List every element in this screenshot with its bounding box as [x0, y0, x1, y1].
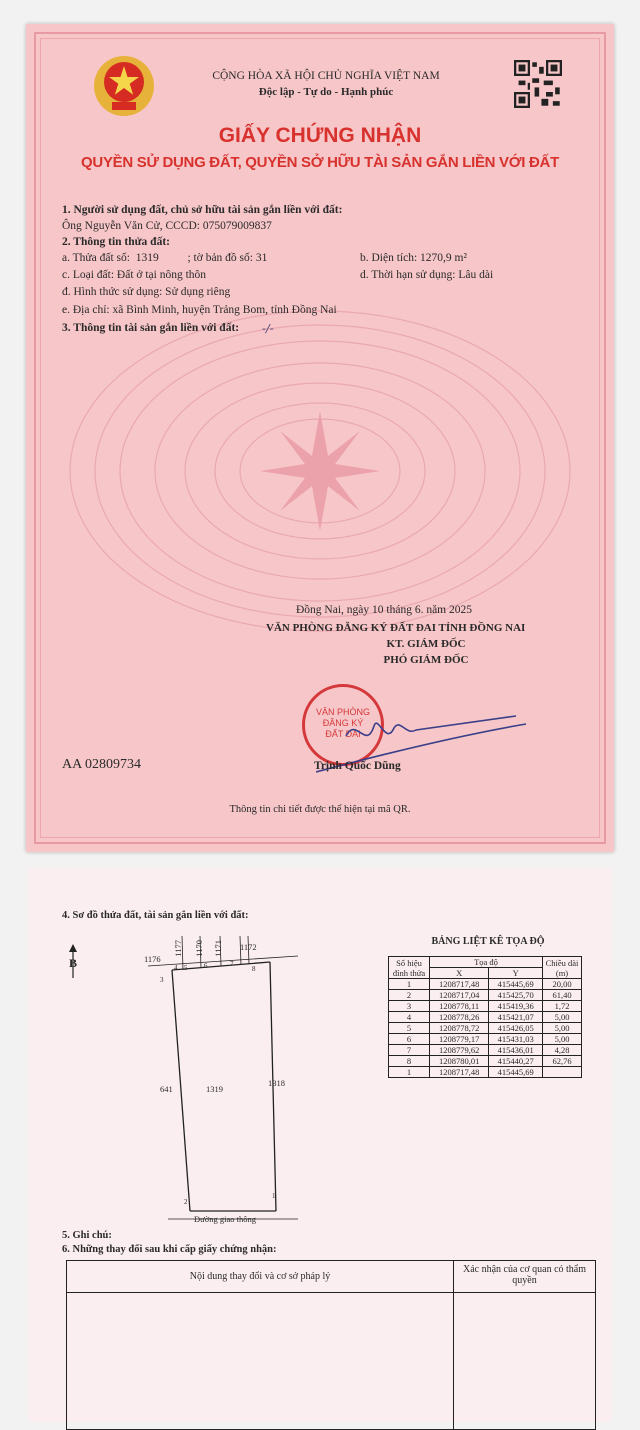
deputy-director: PHÓ GIÁM ĐỐC	[383, 654, 469, 666]
length-cell: 5,00	[543, 1034, 582, 1045]
length-cell: 1,72	[543, 1001, 582, 1012]
col-coord: Tọa độ	[430, 957, 543, 968]
republic-header: CỘNG HÒA XÃ HỘI CHỦ NGHĨA VIỆT NAM	[212, 70, 440, 82]
coord-cell-p: 4	[389, 1012, 430, 1023]
main-parcel-label: 1319	[206, 1084, 223, 1094]
coord-cell-y: 415445,69	[489, 979, 543, 990]
coord-cell-x: 1208780,01	[430, 1056, 489, 1067]
table-row	[389, 990, 582, 1001]
section-4-heading: 4. Sơ đồ thửa đất, tài sản gắn liền với đất:	[62, 910, 249, 921]
point-6: 6	[204, 962, 208, 970]
neighbor-1171: 1171	[213, 940, 223, 957]
qr-note: Thông tin chi tiết được thể hiện tại mã QR.	[229, 804, 411, 815]
col-length: Chiều dài (m)	[543, 957, 582, 979]
coord-cell-y: 415431,03	[489, 1034, 543, 1045]
certificate-title: GIẤY CHỨNG NHẬN	[218, 124, 422, 147]
change-content-cell	[67, 1293, 454, 1430]
coord-cell-x: 1208717,48	[430, 979, 489, 990]
point-7: 7	[230, 960, 234, 968]
section-3-heading: 3. Thông tin tài sản gắn liền với đất:	[62, 322, 240, 334]
table-row	[389, 1023, 582, 1034]
parcel-sketch	[148, 936, 318, 1236]
section-6-heading: 6. Những thay đổi sau khi cấp giấy chứng nhận:	[62, 1244, 277, 1255]
table-row	[389, 1034, 582, 1045]
coord-cell-p: 3	[389, 1001, 430, 1012]
length-cell: 61,40	[543, 990, 582, 1001]
length-cell: 62,76	[543, 1056, 582, 1067]
coord-cell-p: 5	[389, 1023, 430, 1034]
col-x: X	[430, 968, 489, 979]
coord-cell-y: 415426,05	[489, 1023, 543, 1034]
section-3-value: -/-	[262, 321, 274, 335]
coord-table-title: BẢNG LIỆT KÊ TỌA ĐỘ	[431, 936, 545, 947]
coord-cell-p: 1	[389, 1067, 430, 1078]
coord-cell-p: 6	[389, 1034, 430, 1045]
length-cell: 5,00	[543, 1023, 582, 1034]
owner-info: Ông Nguyễn Văn Cử, CCCD: 075079009837	[62, 220, 272, 232]
length-cell: 4,28	[543, 1045, 582, 1056]
coord-cell-p: 7	[389, 1045, 430, 1056]
section-5-heading: 5. Ghi chú:	[62, 1230, 112, 1241]
certificate-back-page	[28, 868, 612, 1422]
length-cell: 5,00	[543, 1012, 582, 1023]
coord-cell-y: 415421,07	[489, 1012, 543, 1023]
coord-cell-x: 1208717,04	[430, 990, 489, 1001]
kt-director: KT. GIÁM ĐỐC	[386, 638, 466, 650]
point-2: 2	[184, 1198, 188, 1206]
qr-code-icon	[514, 60, 562, 108]
point-1: 1	[272, 1192, 276, 1200]
table-row	[389, 1045, 582, 1056]
coord-cell-p: 8	[389, 1056, 430, 1067]
table-row	[389, 1001, 582, 1012]
col-change-content: Nội dung thay đổi và cơ sở pháp lý	[67, 1261, 454, 1293]
table-row	[389, 1056, 582, 1067]
neighbor-1318: 1318	[268, 1078, 285, 1088]
length-cell	[543, 1067, 582, 1078]
coord-cell-x: 1208779,17	[430, 1034, 489, 1045]
coord-cell-p: 2	[389, 990, 430, 1001]
point-5: 5	[184, 964, 188, 972]
serial-number: AA 02809734	[62, 757, 141, 772]
section-2-heading: 2. Thông tin thửa đất:	[62, 236, 170, 248]
parcel-number: a. Thửa đất số: 1319 ; tờ bản đồ số: 31	[62, 252, 268, 264]
neighbor-1170: 1170	[194, 940, 204, 957]
neighbor-1177: 1177	[173, 940, 183, 957]
land-type: c. Loại đất: Đất ở tại nông thôn	[62, 269, 207, 281]
motto: Độc lập - Tự do - Hạnh phúc	[258, 86, 394, 98]
col-point: Số hiệu đỉnh thửa	[389, 957, 430, 979]
point-8: 8	[252, 965, 256, 973]
coord-cell-x: 1208778,11	[430, 1001, 489, 1012]
stamp-text: VĂN PHÒNG ĐĂNG KÝ ĐẤT ĐAI	[315, 707, 370, 739]
parcel-area: b. Diện tích: 1270,9 m²	[360, 252, 467, 264]
issuing-office: VĂN PHÒNG ĐĂNG KÝ ĐẤT ĐAI TỈNH ĐỒNG NAI	[266, 622, 526, 634]
signer-name: Trịnh Quốc Dũng	[314, 760, 401, 772]
point-3: 3	[160, 976, 164, 984]
coord-cell-y: 415419,36	[489, 1001, 543, 1012]
certificate-subtitle: QUYỀN SỬ DỤNG ĐẤT, QUYỀN SỞ HỮU TÀI SẢN GẮN LIỀN VỚI ĐẤT	[81, 154, 559, 171]
coordinate-table	[388, 956, 582, 1078]
coord-cell-y: 415436,01	[489, 1045, 543, 1056]
table-row	[389, 979, 582, 990]
coord-cell-y: 415445,69	[489, 1067, 543, 1078]
neighbor-641: 641	[160, 1084, 173, 1094]
neighbor-1172: 1172	[240, 942, 257, 952]
section-1-heading: 1. Người sử dụng đất, chủ sở hữu tài sản gắn liền với đất:	[62, 204, 343, 216]
length-cell: 20,00	[543, 979, 582, 990]
col-y: Y	[489, 968, 543, 979]
coord-cell-x: 1208717,48	[430, 1067, 489, 1078]
coord-cell-x: 1208778,26	[430, 1012, 489, 1023]
bronze-drum-watermark	[60, 306, 580, 636]
certificate-front-page	[26, 24, 614, 852]
parcel-address: e. Địa chỉ: xã Bình Minh, huyện Trảng Bom, tỉnh Đồng Nai	[62, 304, 337, 316]
coord-cell-x: 1208778,72	[430, 1023, 489, 1034]
neighbor-1176: 1176	[144, 954, 161, 964]
coord-cell-y: 415425,70	[489, 990, 543, 1001]
coord-cell-x: 1208779,62	[430, 1045, 489, 1056]
changes-table	[66, 1260, 596, 1430]
usage-term: d. Thời hạn sử dụng: Lâu dài	[360, 269, 494, 281]
table-row	[389, 1012, 582, 1023]
coord-cell-y: 415440,27	[489, 1056, 543, 1067]
road-label: Đường giao thông	[194, 1214, 256, 1224]
table-row	[389, 1067, 582, 1078]
issue-date: Đồng Nai, ngày 10 tháng 6. năm 2025	[296, 604, 472, 616]
point-4: 4	[174, 964, 178, 972]
confirm-cell	[454, 1293, 596, 1430]
usage-form: đ. Hình thức sử dụng: Sử dụng riêng	[62, 286, 231, 298]
col-authority-confirm: Xác nhận của cơ quan có thẩm quyền	[454, 1261, 596, 1293]
coord-cell-p: 1	[389, 979, 430, 990]
north-label: B	[69, 956, 78, 970]
